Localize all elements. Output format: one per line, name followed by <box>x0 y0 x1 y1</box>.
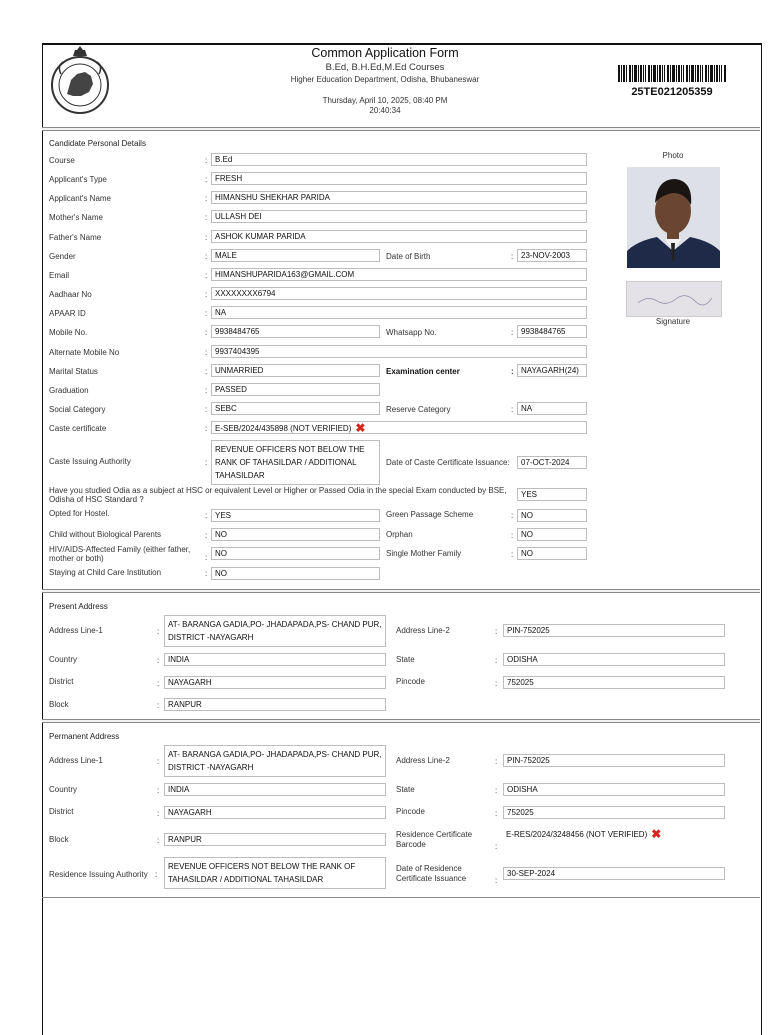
email-field: HIMANSHUPARIDA163@GMAIL.COM <box>211 268 587 281</box>
caste-certificate-label: Caste certificate <box>49 424 107 433</box>
colon: : <box>205 553 208 562</box>
applicant-name-label: Applicant's Name <box>49 194 111 203</box>
application-number: 25TE021205359 <box>631 86 713 98</box>
colon: : <box>157 627 160 636</box>
aadhaar-field: XXXXXXXX6794 <box>211 287 587 300</box>
colon: : <box>205 569 208 578</box>
present-line2-field: PIN-752025 <box>503 624 725 637</box>
hiv-label-line2: mother or both) <box>49 554 104 563</box>
colon: : <box>155 870 158 879</box>
single-mother-label: Single Mother Family <box>386 549 462 558</box>
present-block-field: RANPUR <box>164 698 386 711</box>
colon: : <box>205 252 208 261</box>
colon: : <box>205 348 208 357</box>
exam-center-label: Examination center <box>386 367 460 376</box>
colon: : <box>511 328 514 337</box>
present-line1-label: Address Line-1 <box>49 626 103 635</box>
present-line2-label: Address Line-2 <box>396 626 450 635</box>
permanent-pincode-label: Pincode <box>396 807 425 816</box>
hostel-label: Opted for Hostel. <box>49 509 110 518</box>
present-block-label: Block <box>49 700 69 709</box>
orphan-label: Orphan <box>386 530 413 539</box>
colon: : <box>157 836 160 845</box>
single-mother-field: NO <box>517 547 587 560</box>
permanent-address-title: Permanent Address <box>49 732 120 741</box>
apaar-field: NA <box>211 306 587 319</box>
candidate-photo <box>627 167 720 268</box>
colon: : <box>205 511 208 520</box>
colon: : <box>157 679 160 688</box>
colon: : <box>495 627 498 636</box>
colon: : <box>495 876 498 885</box>
colon: : <box>157 809 160 818</box>
alt-mobile-label: Alternate Mobile No <box>49 348 120 357</box>
colon: : <box>495 656 498 665</box>
caste-certificate-field <box>211 421 587 434</box>
signature-label: Signature <box>655 317 691 326</box>
permanent-district-label: District <box>49 807 74 816</box>
present-district-field: NAYAGARH <box>164 676 386 689</box>
mother-name-field: ULLASH DEI <box>211 210 587 223</box>
permanent-district-field: NAYAGARH <box>164 806 386 819</box>
child-without-parents-field: NO <box>211 528 380 541</box>
exam-center-field: NAYAGARH(24) <box>517 364 587 377</box>
colon: : <box>205 156 208 165</box>
mobile-label: Mobile No. <box>49 328 88 337</box>
barcode-icon <box>618 65 726 82</box>
section-divider <box>42 589 760 593</box>
social-category-field: SEBC <box>211 402 380 415</box>
form-datetime: Thursday, April 10, 2025, 08:40 PM <box>322 96 448 105</box>
email-label: Email <box>49 271 70 280</box>
permanent-state-field: ODISHA <box>503 783 725 796</box>
odia-question-line2: Odisha of HSC Standard ? <box>49 495 144 504</box>
dob-label: Date of Birth <box>386 252 431 261</box>
gender-field: MALE <box>211 249 380 262</box>
mother-name-label: Mother's Name <box>49 213 103 222</box>
photo-label: Photo <box>662 151 684 160</box>
cross-mark-icon: ✖ <box>355 421 366 434</box>
odisha-emblem-icon <box>47 46 113 122</box>
mobile-field: 9938484765 <box>211 325 380 338</box>
caste-authority-field: REVENUE OFFICERS NOT BELOW THE RANK OF TAHASILDAR / ADDITIONAL TAHASILDAR <box>211 440 380 485</box>
colon: : <box>205 531 208 540</box>
alt-mobile-field: 9937404395 <box>211 345 587 358</box>
colon: : <box>157 757 160 766</box>
aadhaar-label: Aadhaar No <box>49 290 92 299</box>
colon: : <box>495 679 498 688</box>
colon: : <box>205 328 208 337</box>
colon: : <box>205 175 208 184</box>
residence-cert-label-line2: Barcode <box>396 840 426 849</box>
form-title: Common Application Form <box>311 46 459 60</box>
colon: : <box>205 458 208 467</box>
permanent-block-label: Block <box>49 835 69 844</box>
colon: : <box>495 842 498 851</box>
colon: : <box>205 309 208 318</box>
hostel-field: YES <box>211 509 380 522</box>
colon: : <box>205 213 208 222</box>
colon: : <box>511 367 514 376</box>
cross-mark-icon: ✖ <box>651 827 662 841</box>
colon: : <box>495 786 498 795</box>
present-pincode-label: Pincode <box>396 677 425 686</box>
colon: : <box>205 424 208 433</box>
orphan-field: NO <box>517 528 587 541</box>
applicant-type-label: Applicant's Type <box>49 175 107 184</box>
marital-field: UNMARRIED <box>211 364 380 377</box>
form-department: Higher Education Department, Odisha, Bhubaneswar <box>290 75 480 84</box>
social-category-label: Social Category <box>49 405 106 414</box>
residence-authority-field: REVENUE OFFICERS NOT BELOW THE RANK OF TAHASILDAR / ADDITIONAL TAHASILDAR <box>164 857 386 889</box>
residence-authority-label: Residence Issuing Authority <box>49 870 148 879</box>
residence-date-label-line1: Date of Residence <box>396 864 462 873</box>
present-district-label: District <box>49 677 74 686</box>
caste-certificate-value: E-SEB/2024/435898 (NOT VERIFIED) <box>215 424 352 433</box>
caste-authority-label: Caste Issuing Authority <box>49 457 131 466</box>
colon: : <box>205 405 208 414</box>
applicant-type-field: FRESH <box>211 172 587 185</box>
green-passage-field: NO <box>517 509 587 522</box>
residence-cert-value: E-RES/2024/3248456 (NOT VERIFIED) <box>506 830 648 839</box>
form-time: 20:40:34 <box>369 106 401 115</box>
green-passage-label: Green Passage Scheme <box>386 510 474 519</box>
present-pincode-field: 752025 <box>503 676 725 689</box>
reserve-category-label: Reserve Category <box>386 405 451 414</box>
course-field: B.Ed <box>211 153 587 166</box>
personal-section-title: Candidate Personal Details <box>49 139 146 148</box>
reserve-category-field: NA <box>517 402 587 415</box>
apaar-label: APAAR ID <box>49 309 86 318</box>
colon: : <box>205 367 208 376</box>
colon: : <box>511 531 514 540</box>
odia-field: YES <box>517 488 587 501</box>
present-country-label: Country <box>49 655 78 664</box>
colon: : <box>205 290 208 299</box>
caste-date-field: 07-OCT-2024 <box>517 456 587 469</box>
colon: : <box>511 405 514 414</box>
marital-label: Marital Status <box>49 367 98 376</box>
graduation-label: Graduation <box>49 386 89 395</box>
permanent-pincode-field: 752025 <box>503 806 725 819</box>
colon: : <box>495 809 498 818</box>
whatsapp-field: 9938484765 <box>517 325 587 338</box>
permanent-state-label: State <box>396 785 415 794</box>
colon: : <box>205 386 208 395</box>
graduation-field: PASSED <box>211 383 380 396</box>
permanent-line2-field: PIN-752025 <box>503 754 725 767</box>
present-state-label: State <box>396 655 415 664</box>
child-care-label: Staying at Child Care Institution <box>49 568 162 577</box>
colon: : <box>205 194 208 203</box>
child-care-field: NO <box>211 567 380 580</box>
gender-label: Gender <box>49 252 76 261</box>
hiv-label-line1: HIV/AIDS-Affected Family (either father, <box>49 545 191 554</box>
present-line1-field: AT- BARANGA GADIA,PO- JHADAPADA,PS- CHAND PUR, DISTRICT -NAYAGARH <box>164 615 386 647</box>
course-label: Course <box>49 156 75 165</box>
section-divider <box>42 897 760 898</box>
colon: : <box>205 233 208 242</box>
colon: : <box>511 550 514 559</box>
colon: : <box>205 271 208 280</box>
permanent-country-label: Country <box>49 785 78 794</box>
present-country-field: INDIA <box>164 653 386 666</box>
permanent-line1-field: AT- BARANGA GADIA,PO- JHADAPADA,PS- CHAND PUR, DISTRICT -NAYAGARH <box>164 745 386 777</box>
residence-date-field: 30-SEP-2024 <box>503 867 725 880</box>
permanent-block-field: RANPUR <box>164 833 386 846</box>
colon: : <box>157 701 160 710</box>
section-divider <box>42 719 760 723</box>
whatsapp-label: Whatsapp No. <box>386 328 437 337</box>
dob-field: 23-NOV-2003 <box>517 249 587 262</box>
applicant-name-field: HIMANSHU SHEKHAR PARIDA <box>211 191 587 204</box>
permanent-country-field: INDIA <box>164 783 386 796</box>
colon: : <box>157 656 160 665</box>
colon: : <box>495 757 498 766</box>
section-divider <box>42 127 760 131</box>
present-address-title: Present Address <box>49 602 108 611</box>
residence-cert-field <box>506 829 726 840</box>
signature-image <box>626 281 722 317</box>
colon: : <box>157 786 160 795</box>
form-courses: B.Ed, B.H.Ed,M.Ed Courses <box>325 62 445 73</box>
present-state-field: ODISHA <box>503 653 725 666</box>
permanent-line2-label: Address Line-2 <box>396 756 450 765</box>
residence-cert-label-line1: Residence Certificate <box>396 830 473 839</box>
caste-date-label: Date of Caste Certificate Issuance: <box>386 458 510 467</box>
colon: : <box>511 511 514 520</box>
father-name-label: Father's Name <box>49 233 102 242</box>
colon: : <box>511 252 514 261</box>
odia-question-line1: Have you studied Odia as a subject at HSC or equivalent Level or Higher or Passed Odia in the special Exam conducted by BSE, <box>49 486 507 495</box>
hiv-field: NO <box>211 547 380 560</box>
permanent-line1-label: Address Line-1 <box>49 756 103 765</box>
child-without-parents-label: Child without Biological Parents <box>49 530 162 539</box>
residence-date-label-line2: Certificate Issuance <box>396 874 467 883</box>
father-name-field: ASHOK KUMAR PARIDA <box>211 230 587 243</box>
